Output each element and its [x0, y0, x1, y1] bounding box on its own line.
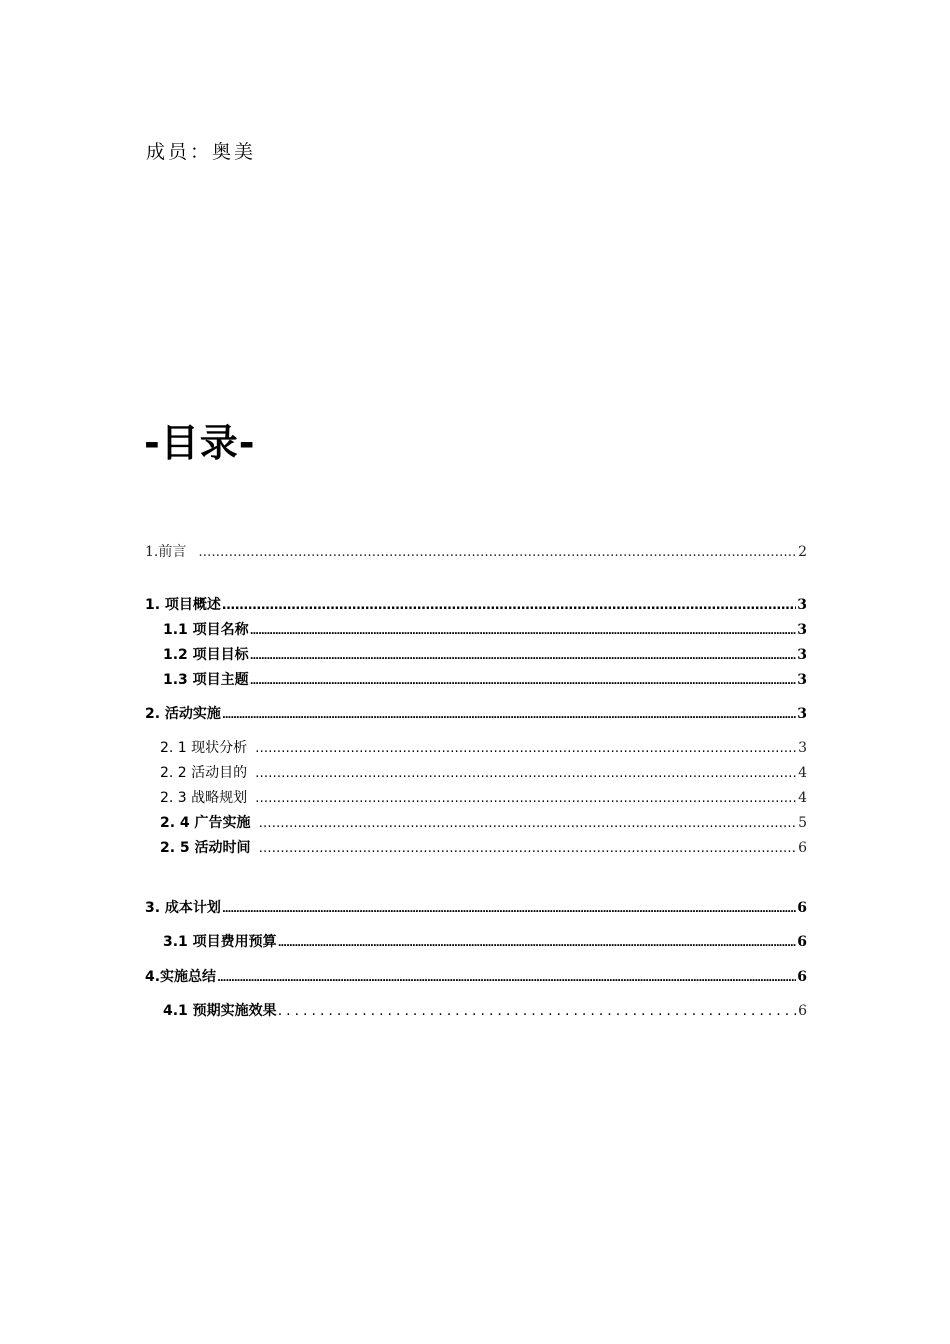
members-line: 成员：奥美: [146, 141, 257, 163]
toc-entry-label: 1.前言: [145, 544, 187, 560]
toc-entry-page: 3: [797, 622, 807, 638]
toc-entry-preface[interactable]: [145, 541, 807, 561]
toc-entry-label: 4.1 预期实施效果: [163, 1003, 277, 1019]
toc-entry-page: 6: [798, 840, 807, 856]
toc-entry-2-2[interactable]: [160, 762, 807, 782]
toc-entry-2-1[interactable]: [160, 737, 807, 757]
toc-leader: [255, 766, 797, 782]
toc-entry-1-1[interactable]: [163, 619, 807, 639]
toc-entry-label: 2. 5 活动时间: [160, 840, 251, 856]
toc-entry-page: 6: [797, 900, 807, 916]
toc-leader: [250, 622, 797, 638]
toc-entry-label: 3. 成本计划: [145, 900, 221, 916]
toc-entry-page: 4: [798, 765, 807, 781]
toc-leader: [255, 791, 797, 807]
toc-leader: [217, 969, 796, 985]
toc-leader: [278, 1003, 797, 1019]
toc-entry-page: 4: [798, 790, 807, 806]
toc-leader: [250, 647, 797, 663]
toc-entry-4[interactable]: [145, 966, 807, 986]
toc-leader: [198, 545, 797, 561]
toc-entry-label: 2. 4 广告实施: [160, 815, 251, 831]
toc-entry-2-4[interactable]: [160, 812, 807, 832]
toc-entry-1[interactable]: [145, 594, 807, 614]
toc-entry-label: 2. 活动实施: [145, 706, 221, 722]
toc-entry-label: 1. 项目概述: [145, 597, 221, 613]
toc-entry-label: 3.1 项目费用预算: [163, 934, 277, 950]
toc-entry-label: 1.2 项目目标: [163, 647, 249, 663]
toc-entry-1-3[interactable]: [163, 669, 807, 689]
toc-leader: [255, 741, 797, 757]
toc-leader: [278, 934, 797, 950]
toc-entry-3[interactable]: [145, 897, 807, 917]
toc-entry-label: 1.3 项目主题: [163, 672, 249, 688]
toc-entry-label: 2. 2 活动目的: [160, 765, 248, 781]
toc-entry-2-5[interactable]: [160, 837, 807, 857]
toc-entry-1-2[interactable]: [163, 644, 807, 664]
toc-entry-page: 3: [797, 706, 807, 722]
toc-leader: [222, 598, 796, 614]
toc-leader: [259, 841, 798, 857]
toc-leader: [259, 816, 798, 832]
toc-entry-label: 2. 3 战略规划: [160, 790, 248, 806]
toc-entry-page: 3: [798, 740, 807, 756]
toc-entry-page: 2: [798, 544, 807, 560]
toc-leader: [250, 672, 797, 688]
toc-entry-page: 3: [797, 672, 807, 688]
toc-entry-page: 6: [798, 1003, 807, 1019]
toc-entry-2[interactable]: [145, 703, 807, 723]
toc-entry-2-3[interactable]: [160, 787, 807, 807]
toc-entry-page: 6: [797, 969, 807, 985]
toc-leader: [222, 706, 796, 722]
toc-entry-label: 4.实施总结: [145, 969, 217, 985]
toc-entry-label: 2. 1 现状分析: [160, 740, 248, 756]
toc-entry-page: 6: [797, 934, 807, 950]
toc-entry-page: 5: [798, 815, 807, 831]
toc-title: -目录-: [144, 421, 256, 465]
toc-entry-page: 3: [797, 647, 807, 663]
toc-entry-3-1[interactable]: [163, 931, 807, 951]
toc-leader: [222, 900, 796, 916]
toc-entry-4-1[interactable]: [163, 1000, 807, 1020]
toc-entry-label: 1.1 项目名称: [163, 622, 249, 638]
toc-entry-page: 3: [797, 597, 807, 613]
